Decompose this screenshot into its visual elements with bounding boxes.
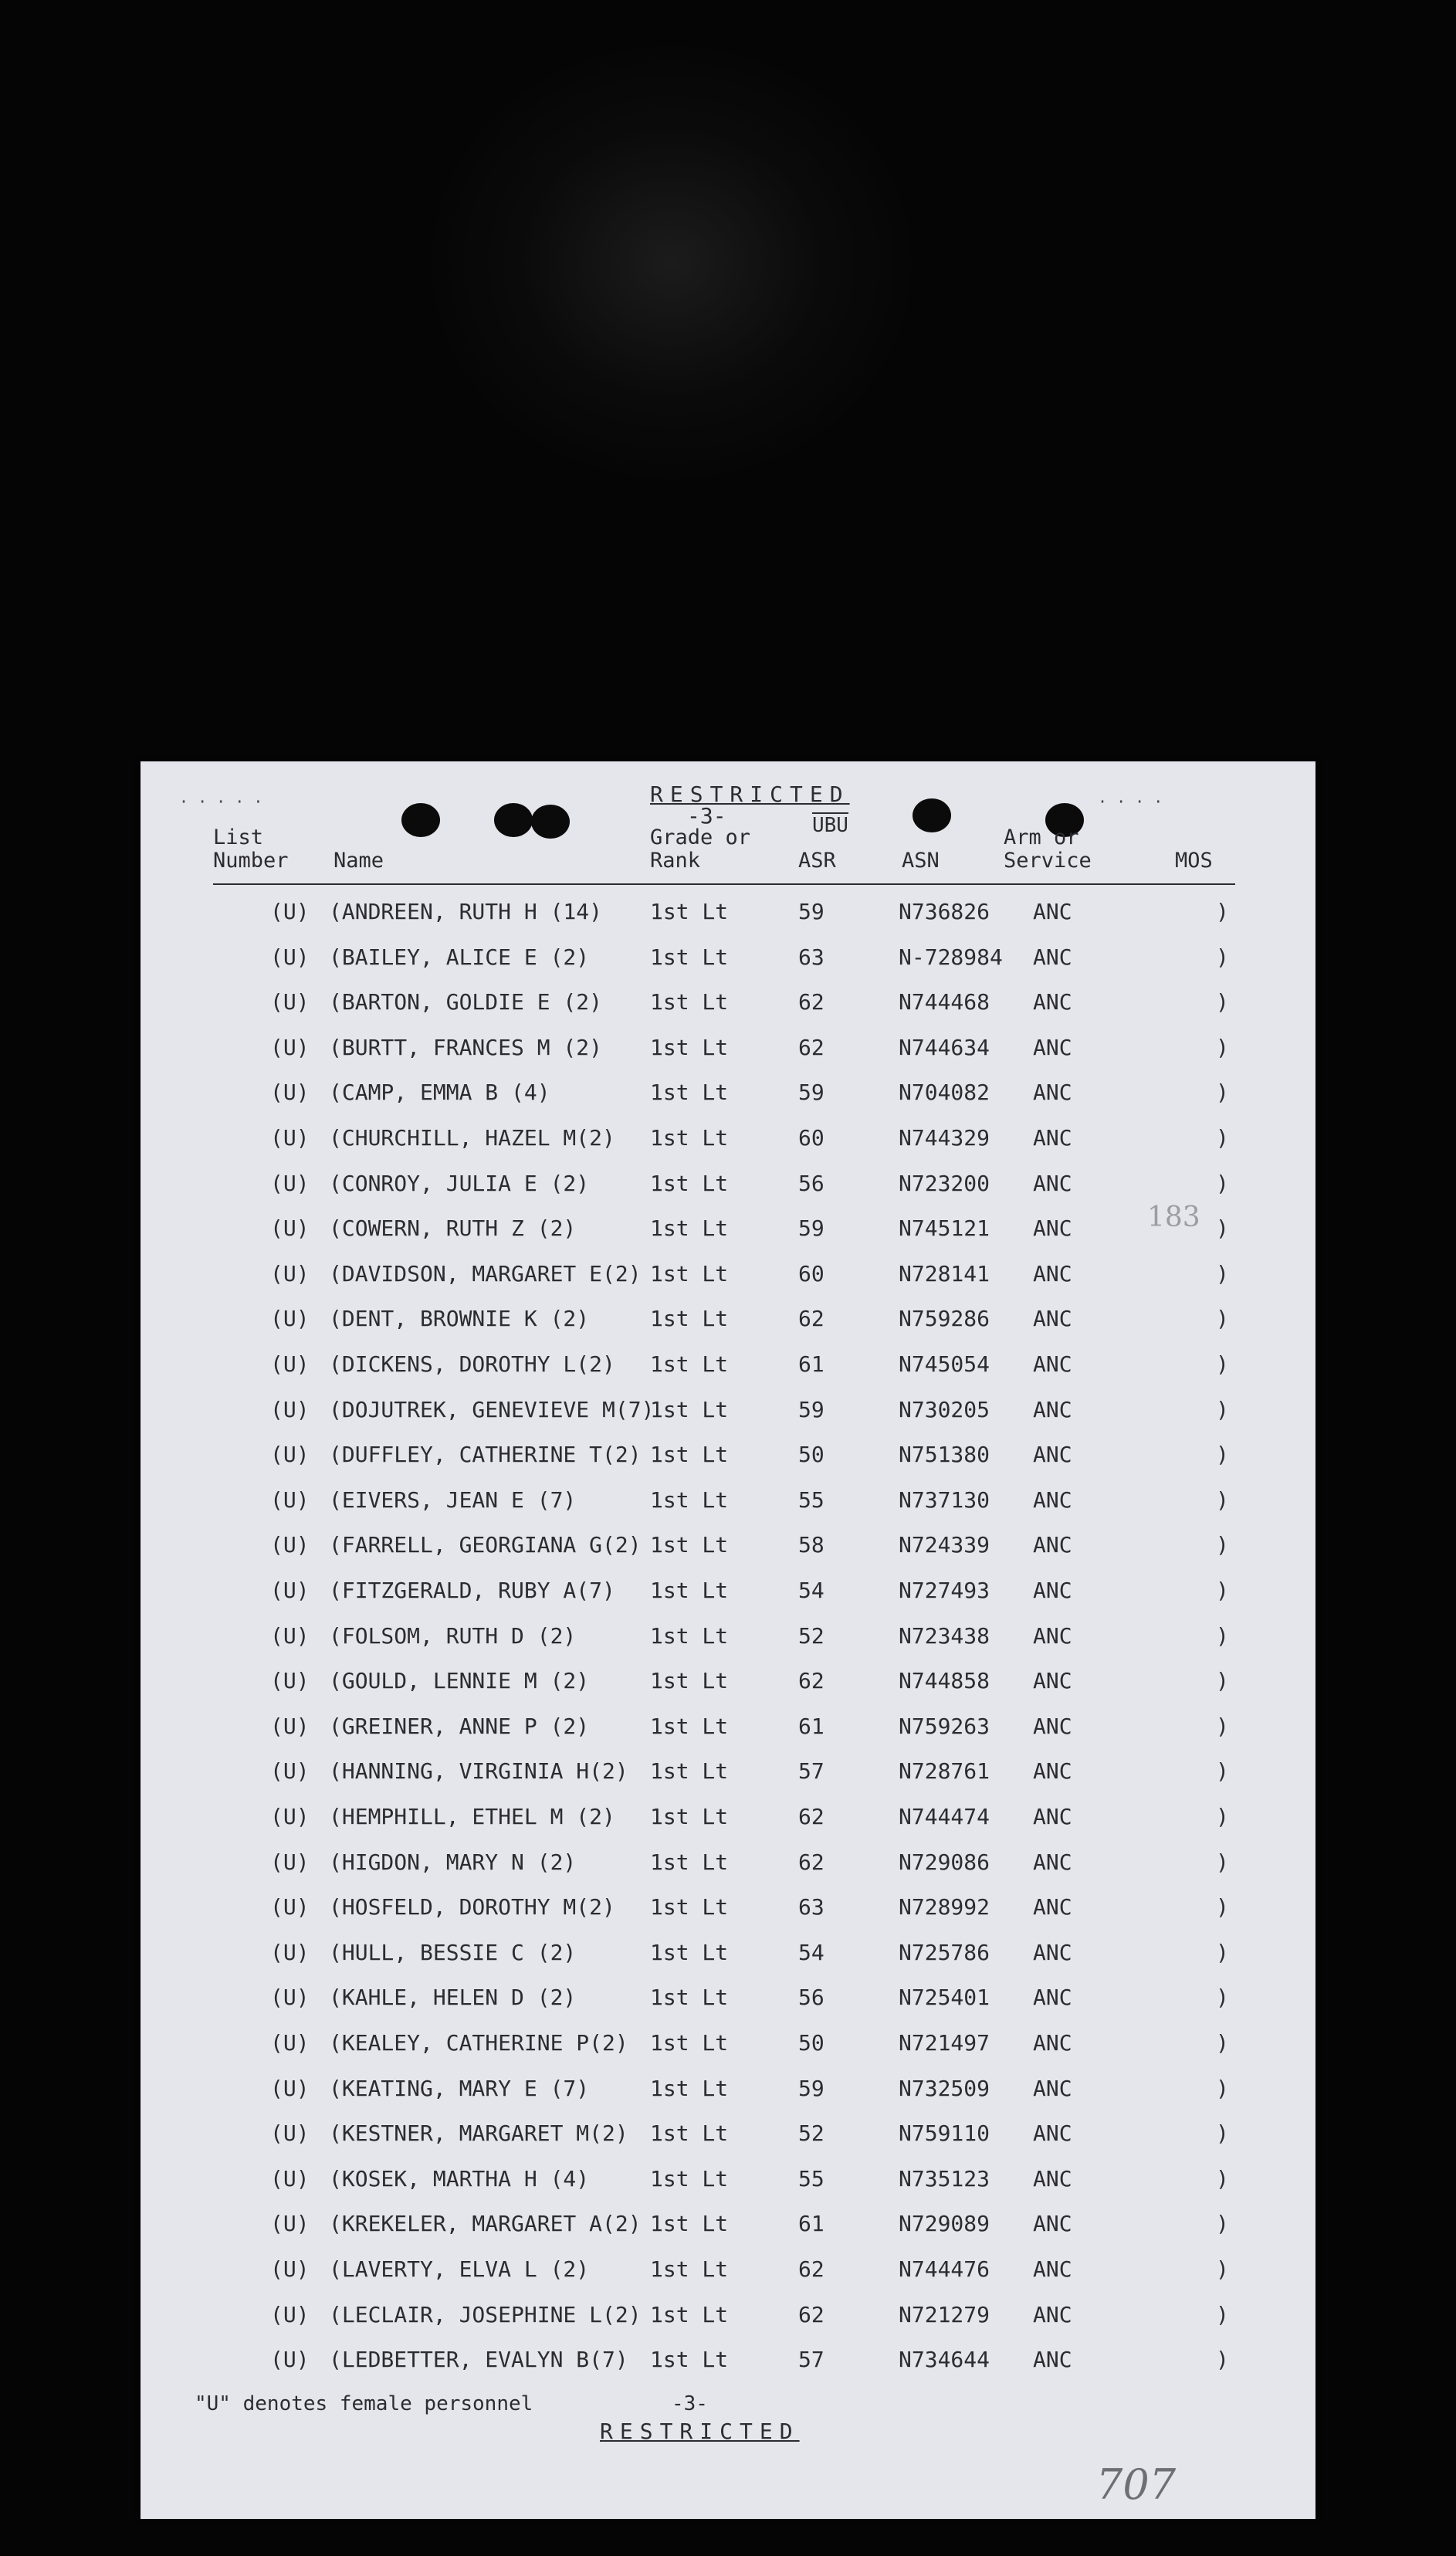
row-grade: 1st Lt [650,1894,729,1920]
row-status: (U) [270,1758,310,1785]
row-name: (CHURCHILL, HAZEL M(2) [329,1125,615,1151]
row-grade: 1st Lt [650,2165,729,2192]
row-status: (U) [270,1260,310,1286]
row-asr: 58 [798,1532,825,1558]
row-asn: N734644 [899,2347,990,2373]
row-status: (U) [270,2211,310,2237]
row-asr: 55 [798,2165,825,2192]
row-grade: 1st Lt [650,1939,729,1965]
row-name: (KOSEK, MARTHA H (4) [329,2165,590,2192]
row-status: (U) [270,2120,310,2147]
scan-specks-right: · · · · [1098,792,1163,811]
row-name: (EIVERS, JEAN E (7) [329,1486,577,1513]
page-number-top: -3- [687,803,726,829]
row-grade: 1st Lt [650,2256,729,2282]
table-row [141,2120,1315,2151]
row-status: (U) [270,1034,310,1060]
row-grade: 1st Lt [650,1080,729,1106]
row-name: (DOJUTREK, GENEVIEVE M(7) [329,1396,655,1422]
row-name: (HEMPHILL, ETHEL M (2) [329,1804,615,1829]
row-asn: N744858 [899,1668,990,1694]
row-mos-bracket: ) [1216,1758,1229,1785]
row-arm: ANC [1033,1578,1072,1603]
row-status: (U) [270,2030,310,2056]
table-row [141,2030,1315,2061]
row-mos-bracket: ) [1216,1668,1229,1694]
table-row [141,2076,1315,2107]
row-grade: 1st Lt [650,1622,729,1649]
row-arm: ANC [1033,1351,1072,1377]
row-grade: 1st Lt [650,1034,729,1060]
row-name: (DICKENS, DOROTHY L(2) [329,1351,615,1377]
row-asn: N725401 [899,1985,990,2011]
table-row [141,1215,1315,1246]
row-asr: 56 [798,1985,825,2011]
row-asr: 59 [798,899,825,924]
row-asr: 52 [798,2120,825,2147]
row-asr: 62 [798,2256,825,2282]
row-asn: N732509 [899,2075,990,2101]
row-grade: 1st Lt [650,1442,729,1468]
row-grade: 1st Lt [650,2347,729,2373]
row-arm: ANC [1033,2030,1072,2056]
row-asn: N735123 [899,2165,990,2192]
row-arm: ANC [1033,899,1072,924]
row-asn: N736826 [899,899,990,924]
row-status: (U) [270,2165,310,2192]
margin-annotation: 183 [1147,1202,1200,1233]
row-status: (U) [270,1578,310,1603]
row-arm: ANC [1033,2347,1072,2373]
row-name: (HULL, BESSIE C (2) [329,1939,577,1965]
row-status: (U) [270,1532,310,1558]
table-row [141,944,1315,975]
row-mos-bracket: ) [1216,1622,1229,1649]
row-mos-bracket: ) [1216,2211,1229,2237]
row-arm: ANC [1033,2165,1072,2192]
row-name: (KEALEY, CATHERINE P(2) [329,2030,628,2056]
row-arm: ANC [1033,1939,1072,1965]
row-mos-bracket: ) [1216,944,1229,970]
row-asr: 62 [798,2301,825,2327]
header-list-number: List Number [213,825,289,873]
row-asr: 62 [798,1034,825,1060]
row-mos-bracket: ) [1216,1804,1229,1829]
row-asn: N704082 [899,1080,990,1106]
row-arm: ANC [1033,989,1072,1015]
row-arm: ANC [1033,1125,1072,1151]
row-status: (U) [270,2347,310,2373]
scan-specks-left: · · · · · [179,792,263,811]
row-arm: ANC [1033,944,1072,970]
row-name: (GREINER, ANNE P (2) [329,1713,590,1739]
row-grade: 1st Lt [650,1578,729,1603]
row-arm: ANC [1033,2211,1072,2237]
row-asn: N721497 [899,2030,990,2056]
row-arm: ANC [1033,2256,1072,2282]
row-mos-bracket: ) [1216,1486,1229,1513]
row-mos-bracket: ) [1216,1939,1229,1965]
row-grade: 1st Lt [650,1396,729,1422]
row-asn: N744329 [899,1125,990,1151]
row-status: (U) [270,1668,310,1694]
row-arm: ANC [1033,1894,1072,1920]
row-asn: N-728984 [899,944,1003,970]
row-grade: 1st Lt [650,899,729,924]
row-asn: N759263 [899,1713,990,1739]
row-asr: 50 [798,2030,825,2056]
row-mos-bracket: ) [1216,1532,1229,1558]
header-grade-or-rank: Grade or Rank [650,825,751,873]
table-row [141,1487,1315,1518]
table-row [141,1171,1315,1202]
table-row [141,2256,1315,2287]
row-asn: N728141 [899,1260,990,1286]
row-asr: 62 [798,1668,825,1694]
row-asn: N744468 [899,989,990,1015]
row-asr: 56 [798,1170,825,1196]
row-asn: N727493 [899,1578,990,1603]
row-asr: 63 [798,1894,825,1920]
row-mos-bracket: ) [1216,1080,1229,1106]
row-name: (GOULD, LENNIE M (2) [329,1668,590,1694]
table-row [141,1035,1315,1066]
row-asn: N728992 [899,1894,990,1920]
row-arm: ANC [1033,1442,1072,1468]
row-asn: N723438 [899,1622,990,1649]
row-status: (U) [270,1351,310,1377]
row-grade: 1st Lt [650,2211,729,2237]
row-mos-bracket: ) [1216,2165,1229,2192]
row-status: (U) [270,1985,310,2011]
row-status: (U) [270,899,310,924]
row-arm: ANC [1033,1486,1072,1513]
row-mos-bracket: ) [1216,2256,1229,2282]
row-grade: 1st Lt [650,1532,729,1558]
table-row [141,1397,1315,1428]
row-name: (CONROY, JULIA E (2) [329,1170,590,1196]
row-status: (U) [270,1080,310,1106]
row-arm: ANC [1033,2301,1072,2327]
row-asn: N744476 [899,2256,990,2282]
row-status: (U) [270,1939,310,1965]
restricted-footer: RESTRICTED [600,2419,800,2444]
row-asr: 57 [798,2347,825,2373]
table-row [141,2211,1315,2242]
table-row [141,1714,1315,1744]
table-row [141,1804,1315,1835]
row-grade: 1st Lt [650,1849,729,1875]
row-name: (FITZGERALD, RUBY A(7) [329,1578,615,1603]
row-name: (BURTT, FRANCES M (2) [329,1034,603,1060]
row-mos-bracket: ) [1216,1442,1229,1468]
row-status: (U) [270,989,310,1015]
row-name: (LEDBETTER, EVALYN B(7) [329,2347,628,2373]
row-grade: 1st Lt [650,2075,729,2101]
row-name: (HIGDON, MARY N (2) [329,1849,577,1875]
row-asn: N759110 [899,2120,990,2147]
header-rule [213,883,1235,885]
row-name: (BAILEY, ALICE E (2) [329,944,590,970]
row-mos-bracket: ) [1216,2347,1229,2373]
row-asr: 59 [798,1080,825,1106]
row-status: (U) [270,944,310,970]
row-grade: 1st Lt [650,2301,729,2327]
row-name: (ANDREEN, RUTH H (14) [329,899,603,924]
row-grade: 1st Lt [650,1713,729,1739]
row-arm: ANC [1033,1804,1072,1829]
row-grade: 1st Lt [650,1985,729,2011]
row-asr: 55 [798,1486,825,1513]
row-grade: 1st Lt [650,2120,729,2147]
row-arm: ANC [1033,1306,1072,1332]
row-asn: N745121 [899,1215,990,1242]
row-arm: ANC [1033,1396,1072,1422]
footnote: "U" denotes female personnel [195,2392,533,2415]
row-grade: 1st Lt [650,1668,729,1694]
row-status: (U) [270,2256,310,2282]
row-grade: 1st Lt [650,1306,729,1332]
table-row [141,1758,1315,1789]
table-row [141,1623,1315,1654]
row-name: (HOSFELD, DOROTHY M(2) [329,1894,615,1920]
table-row [141,2166,1315,2197]
row-status: (U) [270,1442,310,1468]
punch-hole [531,805,570,839]
table-row [141,989,1315,1020]
row-asn: N759286 [899,1306,990,1332]
scan-glare [432,46,911,479]
row-status: (U) [270,2075,310,2101]
table-row [141,2302,1315,2333]
row-mos-bracket: ) [1216,1034,1229,1060]
row-name: (BARTON, GOLDIE E (2) [329,989,603,1015]
restricted-heading: RESTRICTED [650,781,850,807]
row-status: (U) [270,1215,310,1242]
row-mos-bracket: ) [1216,1351,1229,1377]
row-mos-bracket: ) [1216,2075,1229,2101]
row-asn: N745054 [899,1351,990,1377]
table-row [141,1849,1315,1880]
punch-hole [913,798,951,832]
row-arm: ANC [1033,1713,1072,1739]
row-mos-bracket: ) [1216,1215,1229,1242]
row-arm: ANC [1033,1985,1072,2011]
row-arm: ANC [1033,2120,1072,2147]
row-name: (HANNING, VIRGINIA H(2) [329,1758,628,1785]
punch-hole [494,803,533,837]
row-arm: ANC [1033,1532,1072,1558]
row-grade: 1st Lt [650,1125,729,1151]
row-mos-bracket: ) [1216,1260,1229,1286]
row-asr: 62 [798,1804,825,1829]
row-arm: ANC [1033,1758,1072,1785]
row-mos-bracket: ) [1216,1578,1229,1603]
table-row [141,1985,1315,2015]
header-arm-or-service: Arm or Service [1004,825,1092,873]
row-name: (LAVERTY, ELVA L (2) [329,2256,590,2282]
row-asn: N730205 [899,1396,990,1422]
row-mos-bracket: ) [1216,1170,1229,1196]
row-grade: 1st Lt [650,1215,729,1242]
page-number-bottom: -3- [672,2392,708,2415]
row-asn: N721279 [899,2301,990,2327]
table-row [141,1894,1315,1925]
row-status: (U) [270,1713,310,1739]
header-mos: MOS [1175,849,1213,873]
row-mos-bracket: ) [1216,2301,1229,2327]
row-mos-bracket: ) [1216,2120,1229,2147]
row-grade: 1st Lt [650,1260,729,1286]
table-row [141,1080,1315,1110]
row-grade: 1st Lt [650,989,729,1015]
table-row [141,1532,1315,1563]
row-mos-bracket: ) [1216,1713,1229,1739]
row-arm: ANC [1033,1215,1072,1242]
row-asn: N729086 [899,1849,990,1875]
table-row [141,1261,1315,1292]
row-arm: ANC [1033,1170,1072,1196]
table-row [141,1578,1315,1609]
row-asr: 59 [798,1396,825,1422]
row-grade: 1st Lt [650,1804,729,1829]
row-mos-bracket: ) [1216,989,1229,1015]
row-name: (DUFFLEY, CATHERINE T(2) [329,1442,642,1468]
row-asn: N729089 [899,2211,990,2237]
row-status: (U) [270,1396,310,1422]
row-mos-bracket: ) [1216,2030,1229,2056]
row-name: (CAMP, EMMA B (4) [329,1080,550,1106]
header-name: Name [334,849,384,873]
row-asn: N744474 [899,1804,990,1829]
row-mos-bracket: ) [1216,1849,1229,1875]
row-asr: 60 [798,1125,825,1151]
row-asr: 54 [798,1939,825,1965]
row-asr: 61 [798,2211,825,2237]
row-name: (KEATING, MARY E (7) [329,2075,590,2101]
row-mos-bracket: ) [1216,1306,1229,1332]
row-grade: 1st Lt [650,1486,729,1513]
row-mos-bracket: ) [1216,1396,1229,1422]
row-name: (LECLAIR, JOSEPHINE L(2) [329,2301,642,2327]
row-asr: 60 [798,1260,825,1286]
row-asr: 59 [798,2075,825,2101]
row-name: (FARRELL, GEORGIANA G(2) [329,1532,642,1558]
row-name: (KESTNER, MARGARET M(2) [329,2120,628,2147]
row-mos-bracket: ) [1216,1985,1229,2011]
row-asr: 63 [798,944,825,970]
row-arm: ANC [1033,2075,1072,2101]
row-asr: 62 [798,1849,825,1875]
row-asr: 57 [798,1758,825,1785]
table-row [141,1668,1315,1699]
header-asn: ASN [902,849,940,873]
table-row [141,1351,1315,1382]
row-name: (COWERN, RUTH Z (2) [329,1215,577,1242]
row-asr: 50 [798,1442,825,1468]
row-mos-bracket: ) [1216,1125,1229,1151]
row-asr: 62 [798,989,825,1015]
row-status: (U) [270,1306,310,1332]
row-grade: 1st Lt [650,1351,729,1377]
table-row [141,1125,1315,1156]
table-row [141,1306,1315,1337]
row-asn: N728761 [899,1758,990,1785]
row-grade: 1st Lt [650,2030,729,2056]
punch-hole [401,803,440,837]
row-name: (FOLSOM, RUTH D (2) [329,1622,577,1649]
row-grade: 1st Lt [650,1170,729,1196]
row-grade: 1st Lt [650,1758,729,1785]
header-asr: ASR [798,849,836,873]
row-asn: N723200 [899,1170,990,1196]
row-asr: 62 [798,1306,825,1332]
row-status: (U) [270,1894,310,1920]
row-arm: ANC [1033,1849,1072,1875]
row-status: (U) [270,1125,310,1151]
row-asn: N744634 [899,1034,990,1060]
row-mos-bracket: ) [1216,899,1229,924]
row-asn: N724339 [899,1532,990,1558]
row-status: (U) [270,2301,310,2327]
row-asr: 61 [798,1351,825,1377]
table-row [141,2347,1315,2378]
row-asr: 59 [798,1215,825,1242]
row-status: (U) [270,1170,310,1196]
row-asr: 61 [798,1713,825,1739]
row-arm: ANC [1033,1080,1072,1106]
row-status: (U) [270,1486,310,1513]
row-asr: 54 [798,1578,825,1603]
row-asn: N737130 [899,1486,990,1513]
row-grade: 1st Lt [650,944,729,970]
row-name: (KREKELER, MARGARET A(2) [329,2211,642,2237]
row-mos-bracket: ) [1216,1894,1229,1920]
table-row [141,899,1315,930]
row-asr: 52 [798,1622,825,1649]
table-row [141,1442,1315,1473]
unit-code: UBU [812,814,848,837]
row-asn: N725786 [899,1939,990,1965]
row-asn: N751380 [899,1442,990,1468]
row-arm: ANC [1033,1622,1072,1649]
row-name: (DENT, BROWNIE K (2) [329,1306,590,1332]
row-name: (DAVIDSON, MARGARET E(2) [329,1260,642,1286]
row-status: (U) [270,1804,310,1829]
table-row [141,1940,1315,1971]
row-arm: ANC [1033,1668,1072,1694]
row-arm: ANC [1033,1034,1072,1060]
row-status: (U) [270,1622,310,1649]
row-name: (KAHLE, HELEN D (2) [329,1985,577,2011]
row-arm: ANC [1033,1260,1072,1286]
row-status: (U) [270,1849,310,1875]
document-page [141,761,1315,2519]
handwritten-number: 707 [1096,2460,1177,2509]
